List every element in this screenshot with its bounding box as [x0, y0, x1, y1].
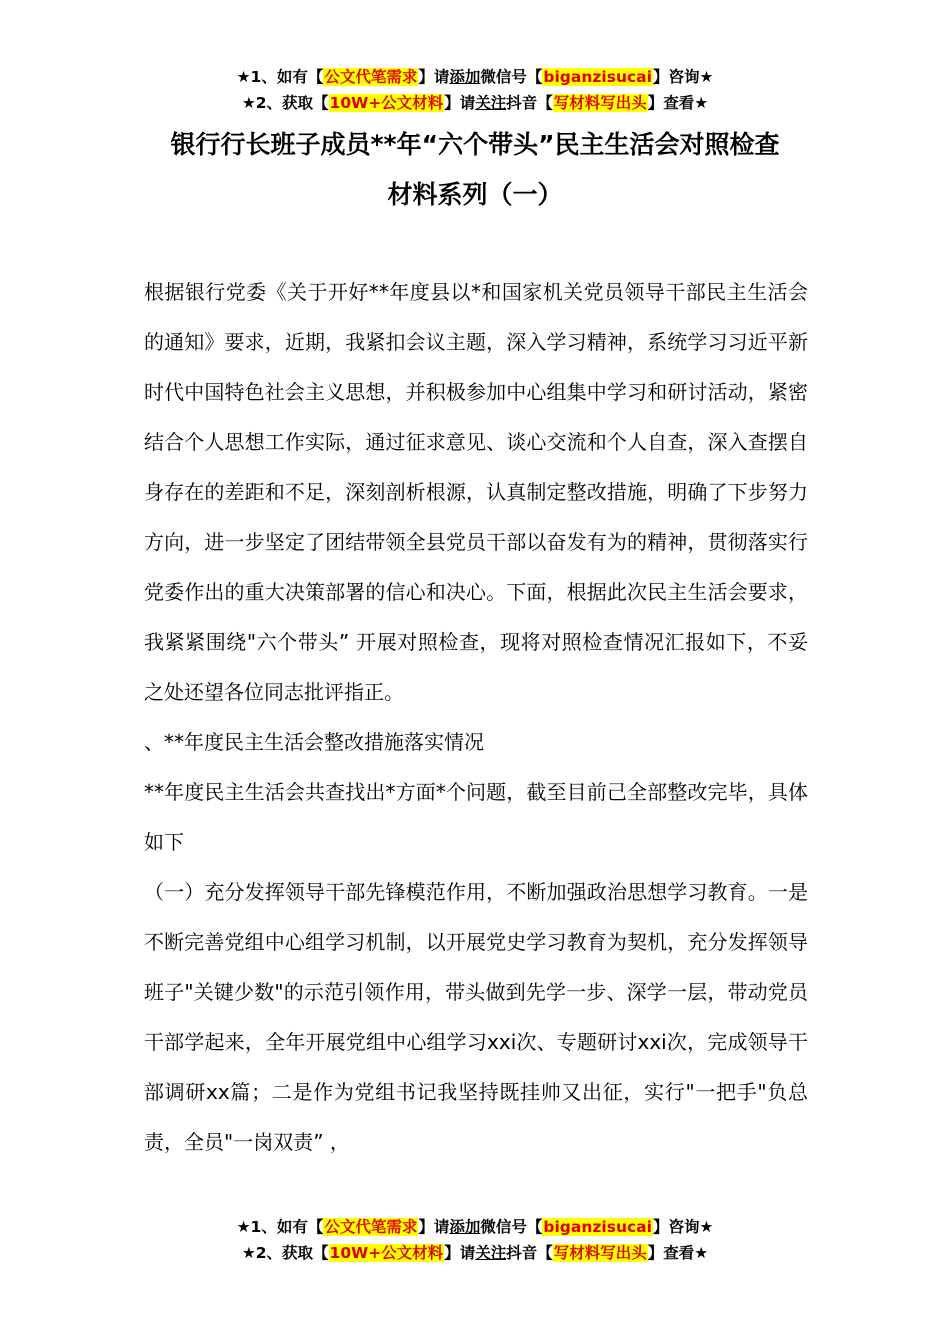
banner-line-1: [0, 1214, 950, 1240]
banner-underlined-text: 添加: [449, 68, 481, 86]
banner-text: 】查看★: [647, 94, 709, 112]
footer-banner: [0, 1214, 950, 1266]
banner-text: 微信号【: [480, 1218, 543, 1236]
banner-text: 微信号【: [480, 68, 543, 86]
document-body: [144, 267, 808, 1167]
banner-line-1: [0, 64, 950, 90]
section-heading: 、**年度民主生活会整改措施落实情况: [144, 730, 484, 754]
banner-text: 】咨询★: [652, 68, 714, 86]
banner-line-2: [0, 1240, 950, 1266]
banner-highlight: 10W+公文材料: [329, 94, 444, 112]
banner-highlight: 公文代笔需求: [324, 1218, 418, 1236]
banner-highlight: biganzisucai: [543, 1218, 652, 1236]
banner-underlined-text: 关注: [475, 1244, 507, 1262]
banner-text: 抖音【: [506, 1244, 553, 1262]
banner-text: 】请: [444, 94, 476, 112]
banner-highlight: 公文代笔需求: [324, 68, 418, 86]
paragraph-item-1: （一）充分发挥领导干部先锋模范作用，不断加强政治思想学习教育。一是不断完善党组中心组学习机制，以开展党史学习教育为契机，充分发挥领导班子"关键少数"的示范引领作用，带头做到先学一步、深学一层，带动党员干部学起来，全年开展党组中心组学习xxi次、专题研讨xxi次，完成领导干部调研xx篇；二是作为党组书记我坚持既挂帅又出征，实行"一把手"负总责，全员"一岗双责” ，: [144, 880, 808, 1154]
banner-underlined-text: 添加: [449, 1218, 481, 1236]
banner-text: ★1、如有【: [236, 1218, 324, 1236]
banner-line-2: [0, 90, 950, 116]
document-title: [0, 120, 950, 220]
banner-text: ★2、获取【: [241, 1244, 329, 1262]
paragraph-intro: 根据银行党委《关于开好**年度县以*和国家机关党员领导干部民主生活会的通知》要求，近期，我紧扣会议主题，深入学习精神，系统学习习近平新时代中国特色社会主义思想，并积极参加中心组集中学习和研讨活动，紧密结合个人思想工作实际，通过征求意见、谈心交流和个人自查，深入查摆自身存在的差距和不足，深刻剖析根源，认真制定整改措施，明确了下步努力方向，进一步坚定了团结带领全县党员干部以奋发有为的精神，贯彻落实行党委作出的重大决策部署的信心和决心。下面，根据此次民主生活会要求，我紧紧围绕"六个带头” 开展对照检查，现将对照检查情况汇报如下，不妥之处还望各位同志批评指正。: [144, 280, 808, 704]
banner-text: 】咨询★: [652, 1218, 714, 1236]
banner-underlined-text: 关注: [475, 94, 507, 112]
banner-highlight: 10W+公文材料: [329, 1244, 444, 1262]
banner-text: 】请: [418, 68, 450, 86]
banner-text: 】查看★: [647, 1244, 709, 1262]
banner-highlight: 写材料写出头: [553, 94, 647, 112]
paragraph-summary: **年度民主生活会共查找出*方面*个问题，截至目前己全部整改完毕，具体如下: [144, 780, 808, 854]
banner-text: ★2、获取【: [241, 94, 329, 112]
banner-text: 】请: [444, 1244, 476, 1262]
banner-highlight: 写材料写出头: [553, 1244, 647, 1262]
banner-text: 抖音【: [506, 94, 553, 112]
banner-text: 】请: [418, 1218, 450, 1236]
title-line-2: 材料系列（一）: [387, 180, 563, 209]
title-line-1: 银行行长班子成员**年“六个带头”民主生活会对照检查: [170, 130, 780, 159]
banner-text: ★1、如有【: [236, 68, 324, 86]
banner-highlight: biganzisucai: [543, 68, 652, 86]
header-banner: [0, 64, 950, 116]
